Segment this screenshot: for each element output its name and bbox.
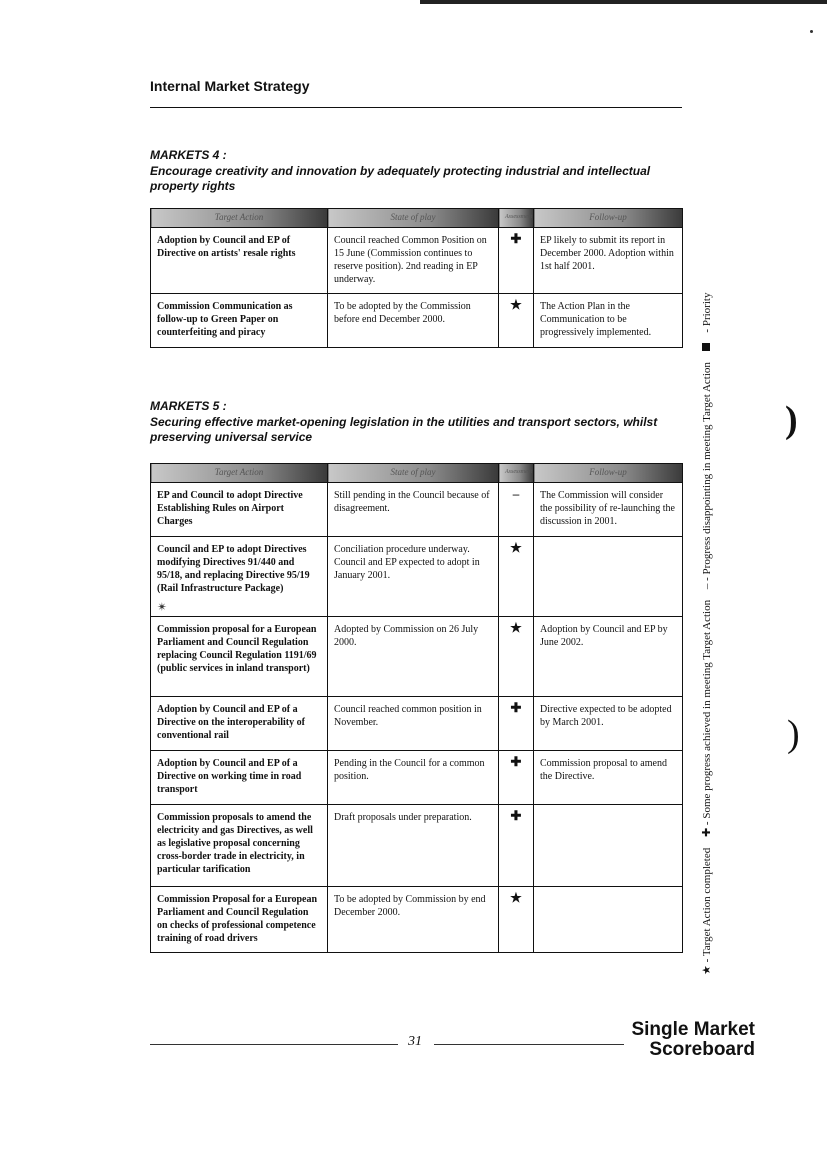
col-header-follow-up: Follow-up <box>534 464 683 483</box>
table-row <box>151 483 683 537</box>
col-header-assessment: Assessment <box>499 464 534 483</box>
page-header-title: Internal Market Strategy <box>150 78 310 94</box>
table-row <box>151 887 683 953</box>
legend-disappointing: – - Progress disappointing in meeting Target Action <box>701 362 713 590</box>
footer-rule-right <box>434 1044 624 1045</box>
target-action-cell: Commission proposal for a European Parliament and Council Regulation replacing Council Regulation 1191/69 (public services in inland transport) <box>151 617 328 697</box>
table-row <box>151 617 683 697</box>
table-row <box>151 228 683 294</box>
table-row <box>151 294 683 348</box>
table-row <box>151 537 683 617</box>
follow-up-cell: Commission proposal to amend the Directive. <box>534 751 683 805</box>
scoreboard-brand <box>631 1020 755 1060</box>
follow-up-cell: Directive expected to be adopted by March 2001. <box>534 697 683 751</box>
assessment-symbol: ✚ <box>499 697 534 751</box>
assessment-symbol: ★ <box>499 294 534 348</box>
follow-up-cell <box>534 805 683 887</box>
target-action-cell: Commission Proposal for a European Parliament and Council Regulation on checks of professional competence training of road drivers <box>151 887 328 953</box>
state-of-play-cell: Still pending in the Council because of disagreement. <box>328 483 499 537</box>
follow-up-cell: Adoption by Council and EP by June 2002. <box>534 617 683 697</box>
state-of-play-cell: Conciliation procedure underway. Council and EP expected to adopt in January 2001. <box>328 537 499 617</box>
col-header-target-action: Target Action <box>151 464 328 483</box>
assessment-symbol: ★ <box>499 617 534 697</box>
col-header-target-action: Target Action <box>151 209 328 228</box>
markets4-table <box>150 208 683 348</box>
state-of-play-cell: Pending in the Council for a common position. <box>328 751 499 805</box>
target-action-cell: Adoption by Council and EP of Directive on artists' resale rights <box>151 228 328 294</box>
legend-some-progress: ✚ - Some progress achieved in meeting Target Action <box>701 599 713 838</box>
page-number: 31 <box>408 1034 422 1049</box>
state-of-play-cell: To be adopted by Commission by end December 2000. <box>328 887 499 953</box>
col-header-state-of-play: State of play <box>328 464 499 483</box>
state-of-play-cell: Council reached common position in November. <box>328 697 499 751</box>
assessment-symbol: ★ <box>499 887 534 953</box>
col-header-follow-up: Follow-up <box>534 209 683 228</box>
follow-up-cell: The Commission will consider the possibility of re-launching the discussion in 2001. <box>534 483 683 537</box>
assessment-symbol: ✚ <box>499 228 534 294</box>
follow-up-cell <box>534 537 683 617</box>
binder-hole-mark-icon: ) <box>787 713 800 755</box>
state-of-play-cell: Council reached Common Position on 15 June (Commission continues to reserve position). 2nd reading in EP underway. <box>328 228 499 294</box>
assessment-symbol: – <box>499 483 534 537</box>
target-action-cell: Adoption by Council and EP of a Directive on the interoperability of conventional rail <box>151 697 328 751</box>
col-header-assessment: Assessment <box>499 209 534 228</box>
markets4-label: MARKETS 4 : <box>150 148 227 162</box>
table-row <box>151 805 683 887</box>
table-row <box>151 697 683 751</box>
table-row <box>151 751 683 805</box>
scribble-mark-icon: ✴ <box>157 600 168 614</box>
target-action-cell: Commission proposals to amend the electricity and gas Directives, as well as legislative proposal concerning cross-border trade in electricity, in particular tarification <box>151 805 328 887</box>
col-header-state-of-play: State of play <box>328 209 499 228</box>
speck-mark <box>810 30 813 33</box>
follow-up-cell: The Action Plan in the Communication to be progressively implemented. <box>534 294 683 348</box>
state-of-play-cell: Adopted by Commission on 26 July 2000. <box>328 617 499 697</box>
follow-up-cell: EP likely to submit its report in December 2000. Adoption within 1st half 2001. <box>534 228 683 294</box>
table-header-row <box>151 209 683 228</box>
follow-up-cell <box>534 887 683 953</box>
footer-rule-left <box>150 1044 398 1045</box>
priority-square-icon <box>702 343 710 351</box>
target-action-cell: EP and Council to adopt Directive Establishing Rules on Airport Charges <box>151 483 328 537</box>
brand-line-1: Single Market <box>631 1019 755 1040</box>
assessment-legend <box>700 292 720 975</box>
brand-line-2: Scoreboard <box>649 1039 755 1060</box>
binder-hole-mark-icon: ) <box>785 399 798 441</box>
assessment-symbol: ✚ <box>499 805 534 887</box>
state-of-play-cell: To be adopted by the Commission before end December 2000. <box>328 294 499 348</box>
target-action-cell: Commission Communication as follow-up to Green Paper on counterfeiting and piracy <box>151 294 328 348</box>
assessment-symbol: ✚ <box>499 751 534 805</box>
legend-completed: ★ - Target Action completed <box>701 847 713 975</box>
top-border-rule <box>420 0 827 4</box>
assessment-symbol: ★ <box>499 537 534 617</box>
markets5-description: Securing effective market-opening legislation in the utilities and transport sectors, whilst preserving universal service <box>150 415 658 444</box>
target-action-cell: Adoption by Council and EP of a Directive on working time in road transport <box>151 751 328 805</box>
target-action-cell: Council and EP to adopt Directives modifying Directives 91/440 and 95/18, and replacing Directive 95/19 (Rail Infrastructure Package) <box>151 537 328 617</box>
markets5-table <box>150 463 683 953</box>
markets4-description: Encourage creativity and innovation by adequately protecting industrial and intellectual property rights <box>150 164 651 193</box>
state-of-play-cell: Draft proposals under preparation. <box>328 805 499 887</box>
table-header-row <box>151 464 683 483</box>
markets4-heading <box>150 148 690 194</box>
legend-priority: - Priority <box>701 292 713 333</box>
markets5-label: MARKETS 5 : <box>150 399 227 413</box>
header-divider <box>150 107 682 108</box>
legend-priority-label: Priority <box>701 292 713 327</box>
markets5-heading <box>150 399 690 445</box>
